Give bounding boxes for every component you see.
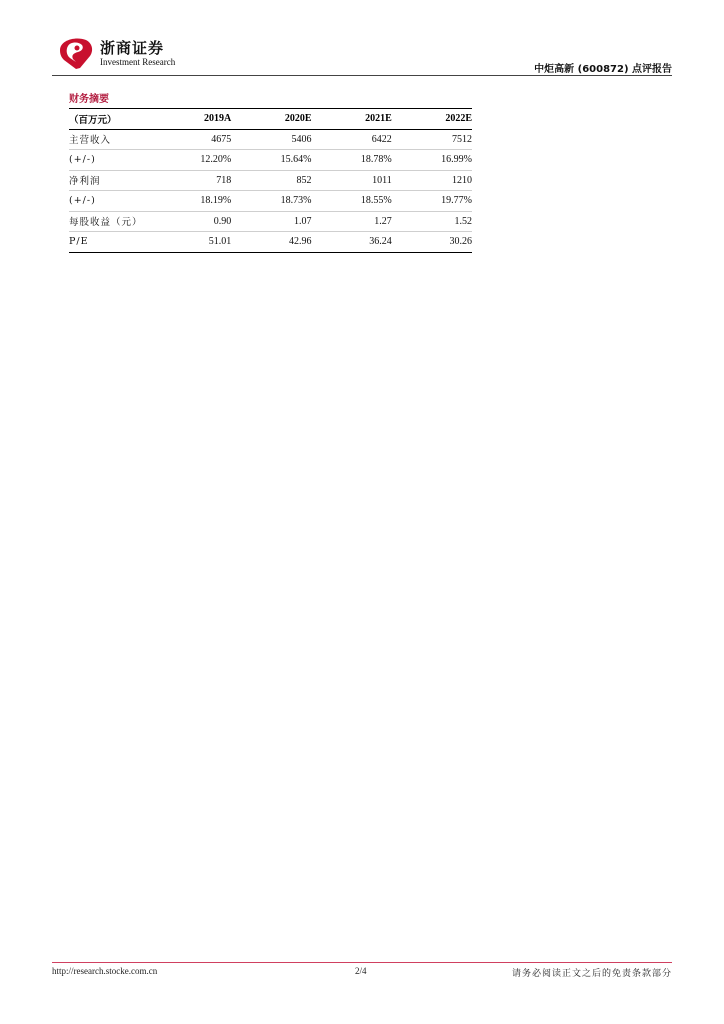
table-cell: 16.99%: [441, 154, 472, 166]
table-row: [69, 150, 472, 171]
table-header-row: [69, 109, 472, 130]
row-label: P/E: [69, 236, 89, 248]
table-row: [69, 191, 472, 212]
table-cell: 4675: [211, 133, 232, 145]
header-divider: [52, 75, 672, 76]
table-row: [69, 232, 472, 253]
column-header: 2022E: [445, 113, 472, 125]
table-row: [69, 211, 472, 232]
column-header: 2020E: [284, 113, 312, 125]
column-header: 2019A: [204, 113, 232, 125]
table-cell: 18.78%: [360, 154, 392, 166]
disclaimer-note: 请务必阅读正文之后的免责条款部分: [511, 969, 672, 979]
table-cell: 19.77%: [441, 195, 472, 207]
table-cell: 15.64%: [280, 154, 312, 166]
table-cell: 18.73%: [280, 195, 312, 207]
table-cell: 12.20%: [200, 154, 232, 166]
financial-summary-table: [69, 108, 472, 253]
table-cell: 18.19%: [200, 195, 232, 207]
row-label: (+/-): [69, 195, 96, 207]
table-row: [69, 170, 472, 191]
row-label: 每股收益（元）: [69, 217, 143, 229]
column-header: 2021E: [365, 113, 392, 125]
table-cell: 1.27: [374, 215, 392, 227]
row-label: (+/-): [69, 154, 96, 166]
table-cell: 7512: [452, 133, 472, 145]
table-cell: 51.01: [208, 236, 232, 248]
table-cell: 1.52: [454, 215, 472, 227]
row-label: 净利润: [69, 176, 101, 188]
table-cell: 5406: [291, 133, 312, 145]
table-cell: 718: [216, 174, 232, 186]
footer-divider: [52, 962, 672, 963]
table-cell: 852: [296, 174, 312, 186]
table-cell: 18.55%: [360, 195, 392, 207]
table-cell: 30.26: [449, 236, 472, 248]
footer-link[interactable]: http://research.stocke.com.cn: [52, 966, 158, 976]
table-cell: 1011: [372, 174, 392, 186]
table-cell: 36.24: [369, 236, 392, 248]
table-cell: 42.96: [289, 236, 312, 248]
table-cell: 1.07: [294, 215, 312, 227]
stocke-logo-icon: [56, 36, 96, 70]
table-cell: 6422: [371, 133, 392, 145]
page-number: 2/4: [355, 966, 367, 976]
table-row: [69, 129, 472, 150]
section-title: 财务摘要: [69, 94, 109, 105]
table-cell: 1210: [452, 174, 472, 186]
report-title: 中炬高新 (600872) 点评报告: [534, 64, 672, 75]
row-label: 主营收入: [69, 135, 112, 147]
brand-subtitle: Investment Research: [100, 57, 176, 67]
table-cell: 0.90: [213, 215, 232, 227]
brand-name: 浙商证券: [100, 39, 165, 57]
unit-label: （百万元）: [69, 114, 117, 126]
